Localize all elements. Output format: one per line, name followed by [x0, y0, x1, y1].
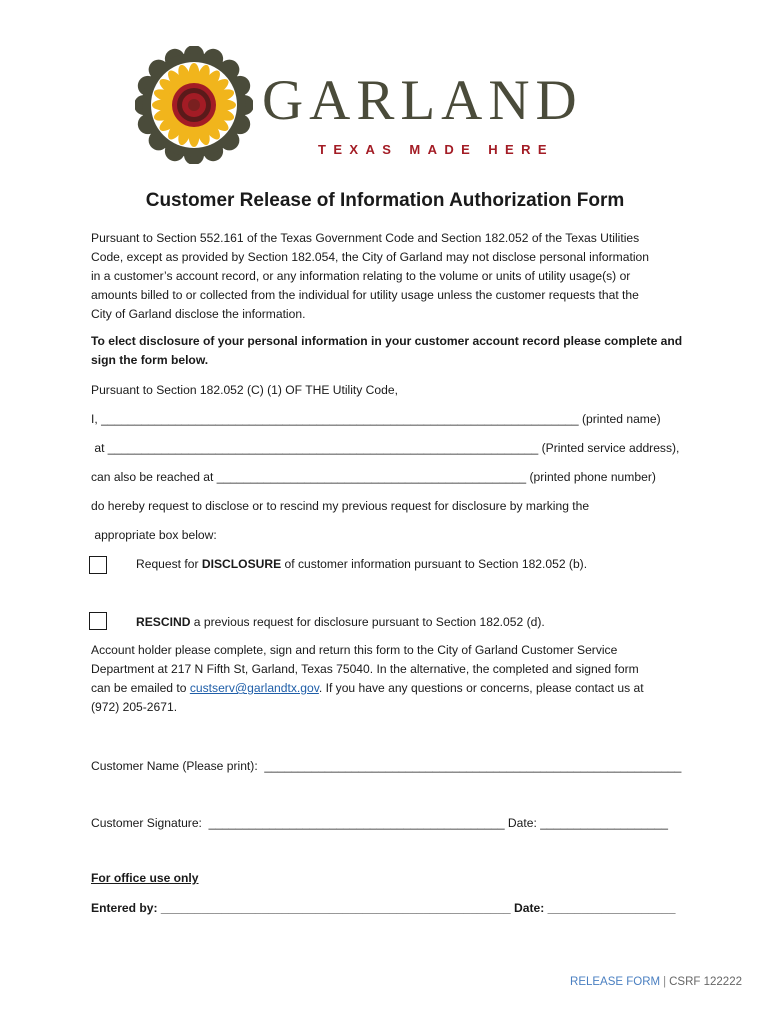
customer-signature-field[interactable]: Customer Signature: ____________________________________________ Date: ___________________: [91, 816, 668, 830]
rescind-checkbox[interactable]: [89, 612, 107, 630]
return-instructions: [91, 641, 691, 717]
printed-name-field[interactable]: I, _______________________________________________________________________ (printed name): [91, 412, 661, 426]
rescind-suffix: a previous request for disclosure pursuant to Section 182.052 (d).: [190, 615, 545, 629]
intro-line: amounts billed to or collected from the individual for utility usage unless the customer requests that the: [91, 288, 639, 302]
footer-label: RELEASE FORM: [570, 976, 661, 988]
garland-seal-logo: [135, 46, 253, 164]
rescind-keyword: RESCIND: [136, 615, 191, 629]
phone-number-field[interactable]: can also be reached at ______________________________________________ (printed phone number): [91, 470, 656, 484]
intro-line: City of Garland disclose the information.: [91, 307, 306, 321]
return-line: [91, 679, 691, 698]
entered-by-field[interactable]: ____________________________________________________: [157, 901, 515, 915]
pursuant-line: Pursuant to Section 182.052 (C) (1) OF THE Utility Code,: [91, 383, 398, 397]
footer-separator: |: [663, 976, 667, 988]
footer-code: CSRF 122222: [669, 976, 742, 988]
instruction-paragraph: [91, 332, 691, 370]
entered-by-row: [91, 899, 691, 918]
request-line: appropriate box below:: [91, 528, 217, 542]
instruction-line: sign the form below.: [91, 353, 209, 367]
disclosure-checkbox[interactable]: [89, 556, 107, 574]
intro-line: Pursuant to Section 552.161 of the Texas Government Code and Section 182.052 of the Texas Utilities: [91, 231, 640, 245]
disclosure-keyword: DISCLOSURE: [201, 557, 282, 571]
customer-name-field[interactable]: Customer Name (Please print): ______________________________________________________________: [91, 759, 682, 773]
disclosure-suffix: of customer information pursuant to Section 182.052 (b).: [281, 557, 588, 571]
request-line: do hereby request to disclose or to rescind my previous request for disclosure by marking the: [91, 499, 590, 513]
return-line: Account holder please complete, sign and return this form to the City of Garland Customer Service: [91, 643, 618, 657]
footer: [570, 976, 742, 988]
entered-date-label: Date:: [514, 901, 545, 915]
intro-line: in a customer’s account record, or any information relating to the volume or units of utility usage(s) or: [91, 269, 631, 283]
entered-by-label: Entered by:: [91, 901, 158, 915]
return-prefix: can be emailed to: [91, 681, 190, 695]
form-title: Customer Release of Information Authorization Form: [145, 190, 625, 211]
return-line: (972) 205-2671.: [91, 700, 178, 714]
return-line: Department at 217 N Fifth St, Garland, Texas 75040. In the alternative, the completed and signed form: [91, 662, 639, 676]
instruction-line: To elect disclosure of your personal information in your customer account record please complete and: [91, 334, 683, 348]
disclosure-option-label: [136, 555, 736, 574]
entered-date-field[interactable]: ___________________: [544, 901, 676, 915]
rescind-option-label: [136, 613, 736, 632]
intro-paragraph: [91, 229, 691, 324]
email-link[interactable]: custserv@garlandtx.gov: [189, 681, 319, 695]
service-address-field[interactable]: at ________________________________________________________________ (Printed service address),: [91, 441, 680, 455]
disclosure-prefix: Request for: [136, 557, 202, 571]
tagline: TEXAS MADE HERE: [318, 142, 554, 157]
office-use-heading: For office use only: [91, 871, 199, 885]
garland-wordmark: GARLAND: [262, 69, 583, 132]
intro-line: Code, except as provided by Section 182.054, the City of Garland may not disclose personal information: [91, 250, 649, 264]
return-suffix: . If you have any questions or concerns, please contact us at: [318, 681, 644, 695]
